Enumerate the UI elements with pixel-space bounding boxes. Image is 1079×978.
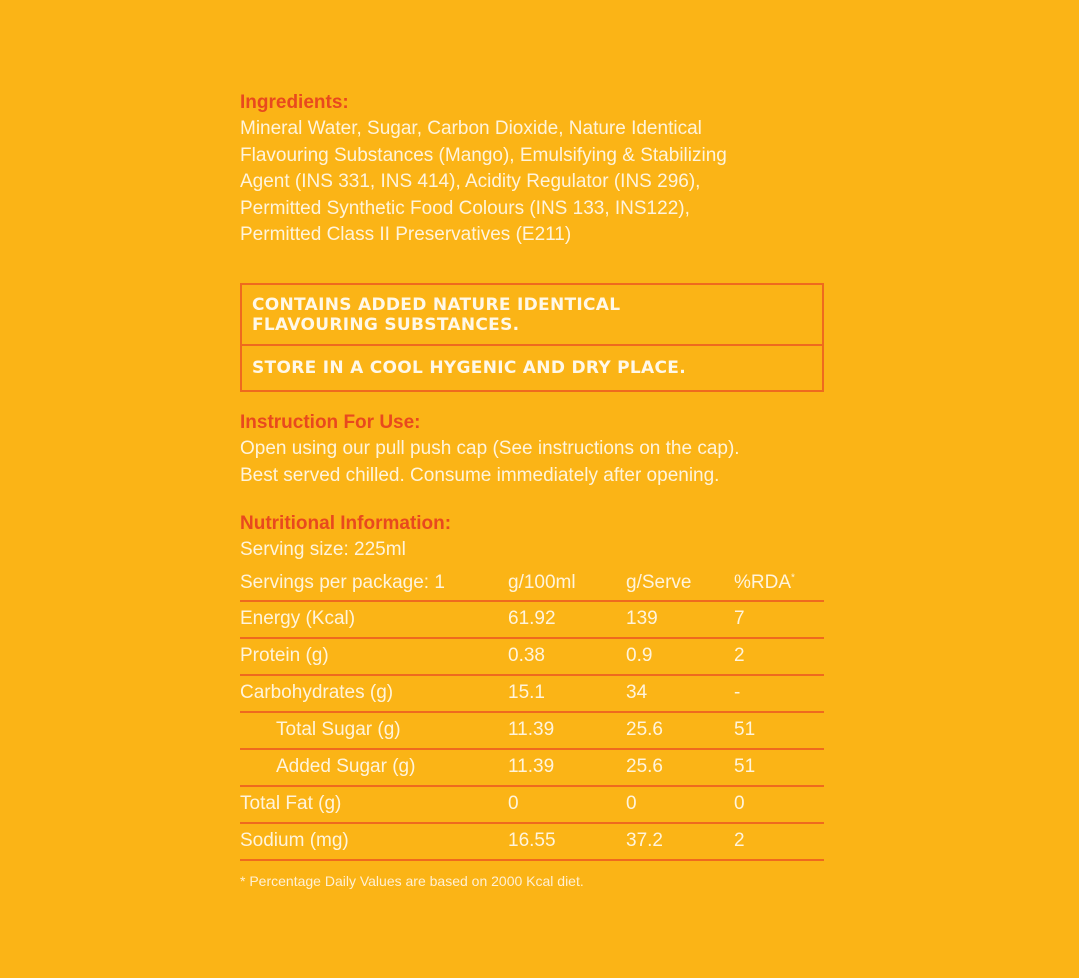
table-row	[240, 601, 824, 638]
ingredients-line: Mineral Water, Sugar, Carbon Dioxide, Nature Identical	[240, 118, 702, 139]
nutrient-name: Added Sugar (g)	[240, 749, 508, 786]
nutrient-rda: 0	[734, 786, 824, 823]
column-header-rda	[734, 564, 824, 601]
nutrient-name: Carbohydrates (g)	[240, 675, 508, 712]
column-header-per100: g/100ml	[508, 571, 576, 593]
nutrient-serve: 25.6	[626, 749, 734, 786]
nutrient-name: Energy (Kcal)	[240, 601, 508, 638]
nutrient-rda: 51	[734, 712, 824, 749]
table-row	[240, 712, 824, 749]
nutrient-rda: 51	[734, 749, 824, 786]
flavouring-notice-line: CONTAINS ADDED NATURE IDENTICAL	[252, 294, 621, 315]
column-header-serve: g/Serve	[626, 571, 692, 593]
servings-per-package: Servings per package: 1	[240, 571, 445, 593]
nutrient-per100: 11.39	[508, 712, 626, 749]
ingredients-section	[240, 90, 824, 249]
nutrition-section	[240, 511, 824, 889]
nutrient-per100: 0	[508, 786, 626, 823]
nutrient-serve: 34	[626, 675, 734, 712]
instructions-line: Best served chilled. Consume immediately after opening.	[240, 464, 720, 486]
nutrient-name: Protein (g)	[240, 638, 508, 675]
rda-label: %RDA	[734, 571, 792, 593]
ingredients-line: Flavouring Substances (Mango), Emulsifying & Stabilizing	[240, 144, 727, 166]
instructions-section	[240, 410, 824, 489]
instructions-line: Open using our pull push cap (See instructions on the cap).	[240, 437, 740, 459]
instructions-heading: Instruction For Use:	[240, 411, 421, 433]
table-row	[240, 823, 824, 860]
nutrient-serve: 0	[626, 786, 734, 823]
table-row	[240, 638, 824, 675]
nutrient-rda: -	[734, 675, 824, 712]
nutrient-per100: 15.1	[508, 675, 626, 712]
notice-box	[240, 283, 824, 392]
flavouring-notice-line: FLAVOURING SUBSTANCES.	[252, 314, 520, 335]
nutrient-serve: 37.2	[626, 823, 734, 860]
ingredients-line: Agent (INS 331, INS 414), Acidity Regulator (INS 296),	[240, 171, 701, 193]
nutrient-rda: 2	[734, 638, 824, 675]
nutrition-heading: Nutritional Information:	[240, 513, 452, 535]
nutrient-per100: 61.92	[508, 601, 626, 638]
table-row	[240, 675, 824, 712]
serving-size: Serving size: 225ml	[240, 539, 406, 561]
ingredients-line: Permitted Synthetic Food Colours (INS 133, INS122),	[240, 197, 690, 219]
nutrient-per100: 16.55	[508, 823, 626, 860]
nutrient-serve: 0.9	[626, 638, 734, 675]
nutrient-name: Total Sugar (g)	[240, 712, 508, 749]
nutrient-name: Sodium (mg)	[240, 823, 508, 860]
nutrient-rda: 7	[734, 601, 824, 638]
nutrient-per100: 0.38	[508, 638, 626, 675]
ingredients-line: Permitted Class II Preservatives (E211)	[240, 224, 572, 246]
nutrient-serve: 139	[626, 601, 734, 638]
nutrition-table	[240, 564, 824, 861]
nutrient-per100: 11.39	[508, 749, 626, 786]
nutrient-rda: 2	[734, 823, 824, 860]
rda-footnote: * Percentage Daily Values are based on 2000 Kcal diet.	[240, 872, 584, 889]
storage-notice: STORE IN A COOL HYGENIC AND DRY PLACE.	[242, 344, 822, 390]
ingredients-heading: Ingredients:	[240, 92, 349, 113]
rda-marker: *	[791, 572, 795, 584]
table-row	[240, 786, 824, 823]
flavouring-notice	[242, 285, 822, 344]
nutrient-name: Total Fat (g)	[240, 786, 508, 823]
label-panel	[240, 90, 824, 903]
table-row	[240, 749, 824, 786]
nutrient-serve: 25.6	[626, 712, 734, 749]
nutrition-header-row	[240, 564, 824, 601]
